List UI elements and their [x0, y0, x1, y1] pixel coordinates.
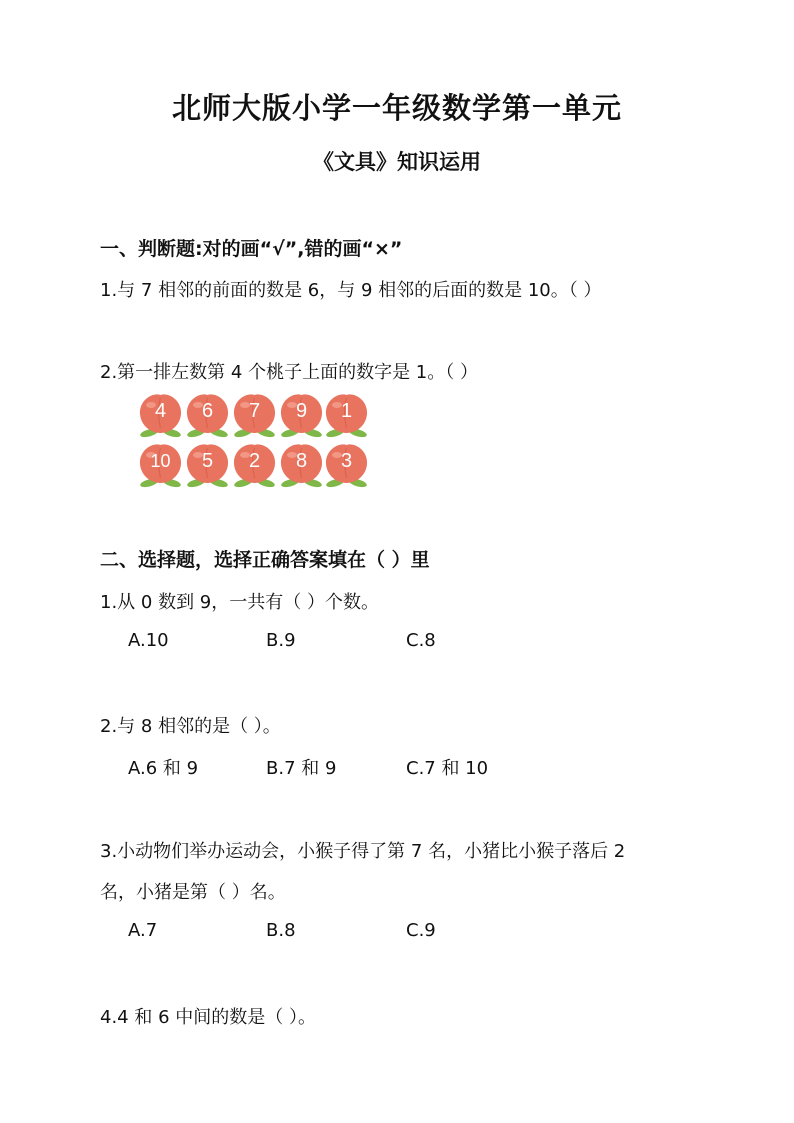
- peach-number: 5: [201, 450, 214, 472]
- question-2-2-options: [128, 754, 688, 780]
- peach-icon: [232, 442, 277, 488]
- peach-number: 3: [340, 450, 353, 472]
- peach-icon: [324, 442, 369, 488]
- peach-grid: [138, 392, 378, 492]
- option-b: B.9: [266, 630, 296, 651]
- peach-number: 1: [340, 400, 353, 422]
- question-2-3-line-1: 3.小动物们举办运动会，小猴子得了第 7 名，小猪比小猴子落后 2: [100, 841, 626, 862]
- peach-number: 2: [248, 450, 261, 472]
- option-b: B.8: [266, 920, 296, 941]
- option-c: C.7 和 10: [406, 758, 489, 779]
- question-1-1: 1.与 7 相邻的前面的数是 6，与 9 相邻的后面的数是 10。（ ）: [100, 280, 602, 301]
- peach-icon: [185, 392, 230, 438]
- option-a: A.6 和 9: [128, 758, 199, 779]
- option-a: A.7: [128, 920, 158, 941]
- peach-icon: [138, 442, 183, 488]
- question-2-2: 2.与 8 相邻的是（ ）。: [100, 716, 281, 737]
- peach-number: 7: [248, 400, 261, 422]
- peach-number: 8: [295, 450, 308, 472]
- peach-icon: [279, 392, 324, 438]
- peach-number: 10: [150, 451, 171, 471]
- peach-icon: [279, 442, 324, 488]
- question-2-1: 1.从 0 数到 9，一共有（ ）个数。: [100, 592, 379, 613]
- peach-number: 9: [295, 400, 308, 422]
- question-1-2: 2.第一排左数第 4 个桃子上面的数字是 1。（ ）: [100, 362, 478, 383]
- peach-number: 6: [201, 400, 214, 422]
- section-2-heading: 二、选择题，选择正确答案填在（ ）里: [100, 549, 430, 571]
- section-1-heading: 一、判断题:对的画“√”,错的画“×”: [100, 238, 403, 260]
- question-2-1-options: [128, 630, 688, 656]
- peach-icon: [185, 442, 230, 488]
- question-2-3-line-2: 名，小猪是第（ ）名。: [100, 882, 286, 903]
- page-title: 北师大版小学一年级数学第一单元: [171, 91, 622, 125]
- peach-icon: [324, 392, 369, 438]
- peach-icon: [138, 392, 183, 438]
- option-c: C.9: [406, 920, 436, 941]
- peach-icon: [232, 392, 277, 438]
- option-b: B.7 和 9: [266, 758, 337, 779]
- option-c: C.8: [406, 630, 436, 651]
- question-2-3-options: [128, 920, 688, 946]
- option-a: A.10: [128, 630, 169, 651]
- page-subtitle: 《文具》知识运用: [313, 150, 481, 174]
- question-2-4: 4.4 和 6 中间的数是（ ）。: [100, 1007, 316, 1028]
- peach-number: 4: [154, 400, 167, 422]
